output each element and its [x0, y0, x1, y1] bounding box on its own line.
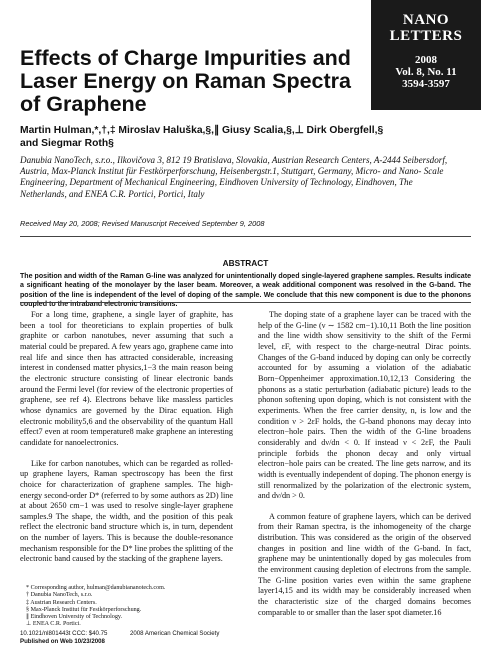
abstract-divider	[20, 302, 471, 303]
abstract-text: The position and width of the Raman G-line was analyzed for unintentionally doped single-layered graphene samples. Results indicate a significant heating of the monolayer by the laser beam. Moreover, a weak additional component was resolved in the G-band. The position of the line is independent of the level of doping of the sample. We conclude that this new component is due to the phonons coupled to the intraband electronic transitions.	[20, 273, 471, 308]
header-divider	[20, 236, 471, 237]
footnote: ∥ Eindhoven University of Technology.	[26, 614, 123, 621]
affiliations: Danubia NanoTech, s.r.o., Ilkovičova 3, 812 19 Bratislava, Slovakia, Austrian Research Centers, A-2444 Seibersdorf, Austria, Max-Planck Institut für Festkörperforschung, Heisenbergstr.1, Stuttgart, Germany, Micro- and Nano- Scale Engineering, Department of Mechanical Engineering, Eindhoven University of Technology, Eindhoven, The Netherlands, and ENEA C.R. Portici, Portici, Italy	[20, 155, 448, 199]
copyright: 2008 American Chemical Society	[130, 630, 220, 637]
doi-line: 10.1021/nl801443t CCC: $40.75	[20, 630, 108, 637]
received-dates: Received May 20, 2008; Revised Manuscript Received September 9, 2008	[20, 219, 265, 228]
journal-pages: 3594-3597	[402, 78, 450, 90]
left-column	[20, 310, 233, 565]
footnote: ‡ Austrian Research Centers.	[26, 599, 97, 606]
footnote: § Max-Planck Institut für Festkörperforschung.	[26, 606, 142, 613]
journal-volume: Vol. 8, No. 11	[395, 66, 457, 78]
published-date: Published on Web 10/23/2008	[20, 637, 105, 645]
journal-name-line2: LETTERS	[389, 28, 463, 44]
body-paragraph: For a long time, graphene, a single layer of graphite, has been a tool for theoreticians to explain properties of bulk graphite or carbon nanotubes, never assuming that such a material could be prepared. A few years ago, graphene came into real life and since then has attracted considerable, increasing interest in condensed matter physics,1−3 the main reason being the electronic structure consisting of linear electronic bands around the Fermi level (for review of the electronic properties of graphene, see ref 4). Electrons behave like massless particles whose dynamics are governed by the Dirac equation. High electronic mobility5,6 and the observability of the quantum Hall effect7 even at room temperature8 make graphene an interesting candidate for nanoelectronics.	[20, 310, 233, 447]
journal-issue-info	[371, 54, 481, 90]
journal-name	[371, 12, 481, 44]
footnotes	[20, 585, 233, 629]
page-footer	[20, 630, 320, 645]
right-column	[258, 310, 471, 618]
body-paragraph: A common feature of graphene layers, which can be derived from their Raman spectra, is the inhomogeneity of the charge distribution. This was considered as the origin of the observed changes in position and line width of the G-band. In fact, graphene may be unintentionally doped by gas molecules from the environment causing depletion of electrons from the sample. The G-line position varies even within the same graphene layer14,15 and its width may be considerably increased when the characteristic size of the charged domains becomes comparable to or smaller than the laser spot diameter.16	[258, 511, 471, 617]
journal-name-line1: NANO	[402, 12, 450, 28]
paper-title: Effects of Charge Impurities and Laser Energy on Raman Spectra of Graphene	[20, 46, 351, 116]
author-list	[20, 124, 440, 150]
author-line-2: and Siegmar Roth§	[20, 138, 114, 149]
abstract-heading: ABSTRACT	[222, 258, 269, 268]
journal-badge	[371, 0, 481, 110]
journal-year: 2008	[415, 54, 437, 66]
body-paragraph: Like for carbon nanotubes, which can be regarded as rolled-up graphene layers, Raman spectroscopy has been the first choice for characterization of graphene samples. The high-energy second-order D* (referred to by some authors as 2D) line at about 2650 cm−1 was used to resolve single-layer graphene samples.9 The shape, the width, and the position of this peak reflect the electronic band structure which is, in turn, dependent on the number of layers. This is because the double-resonance mechanism responsible for the D* line probes the splitting of the electronic band caused by the stacking of the graphene layers.	[20, 458, 233, 564]
body-paragraph: The doping state of a graphene layer can be traced with the help of the G-line (ν ∼ 1582 cm−1).10,11 Both the line position and the line width show sensitivity to the shift of the Fermi level, εF, with respect to the charge-neutral Dirac points. Changes of the G-band induced by doping can only be correctly accounted for by assuming a violation of the adiabatic Born−Oppenheimer approximation.10,12,13 Considering the phonons as a static perturbation (adiabatic picture) leads to the phonon softening upon doping, which is not consistent with the experiments. When the free carrier density, n, is low and the condition ν > 2εF holds, the G-band phonons may decay into electron−hole pairs. Then the width of the G-line broadens considerably and dν/dn < 0. If instead ν < 2εF, the Pauli principle forbids the phonon decay and only virtual electron−hole pairs can be created. The line gets narrow, and its width is eventually independent of doping. The phonon energy is still renormalized by the polarization of the electronic system, and dν/dn > 0.	[258, 310, 471, 501]
footnote: † Danubia NanoTech, s.r.o.	[26, 592, 93, 599]
footnote: * Corresponding author, hulman@danubiananotech.com.	[26, 585, 166, 591]
footnote: ⊥ ENEA C.R. Portici.	[26, 621, 81, 628]
author-line-1: Martin Hulman,*,†,‡ Miroslav Haluška,§,∥ Giusy Scalia,§,⊥ Dirk Obergfell,§	[20, 125, 384, 136]
